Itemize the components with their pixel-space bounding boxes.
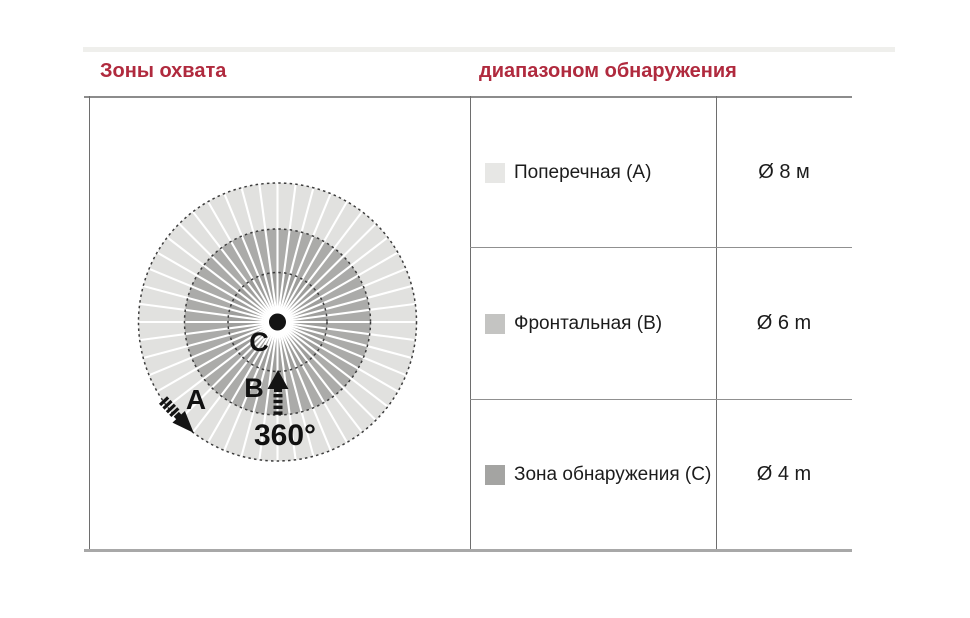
zone-b-label: Фронтальная (В) [514, 312, 663, 334]
zone-b-value-cell [716, 248, 852, 399]
legend-row-zone-c [471, 400, 852, 549]
top-rule [83, 47, 895, 52]
section-title-detection-range: диапазоном обнаружения [479, 60, 737, 82]
zone-c-letter: C [249, 327, 269, 357]
zone-a-value-cell [716, 98, 852, 247]
legend-row-zone-a [471, 98, 852, 247]
legend-row-zone-b [471, 248, 852, 399]
zone-b-diameter: Ø 6 m [756, 312, 812, 334]
zone-c-label: Зона обнаружения (С) [514, 463, 712, 485]
sensor-center-dot [269, 314, 286, 331]
zone-b-swatch [485, 314, 505, 334]
zone-c-diameter: Ø 4 m [756, 463, 812, 485]
table-bottom-border [84, 549, 852, 552]
zone-a-diameter: Ø 8 м [758, 161, 810, 183]
zone-b-label-cell [471, 248, 716, 399]
rotation-360-label: 360° [253, 419, 317, 452]
coverage-zones-diagram [89, 97, 470, 549]
zone-a-label-cell [471, 98, 716, 247]
zone-a-swatch [485, 163, 505, 183]
zone-c-value-cell [716, 400, 852, 549]
zone-b-letter: B [244, 373, 264, 403]
zone-a-letter: A [185, 384, 207, 415]
zone-a-label: Поперечная (А) [514, 161, 652, 183]
section-title-zones: Зоны охвата [100, 60, 227, 82]
zone-c-label-cell [471, 400, 716, 549]
zone-c-swatch [485, 465, 505, 485]
